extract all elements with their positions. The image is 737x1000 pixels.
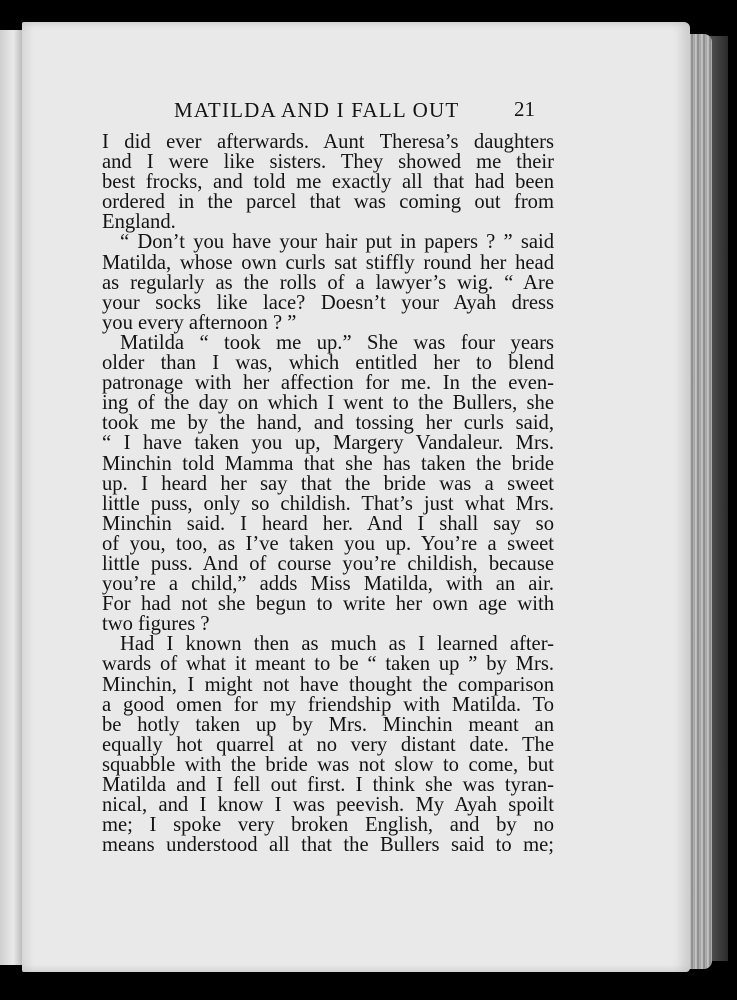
text-line: and I were like sisters. They showed me their xyxy=(102,151,554,174)
body-text xyxy=(102,132,554,855)
text-line: Matilda, whose own curls sat stiffly round her head xyxy=(102,251,554,274)
text-line: Matilda and I fell out first. I think she was tyran- xyxy=(102,774,554,796)
text-line: wards of what it meant to be “ taken up ” by Mrs. xyxy=(102,653,554,676)
text-line: England. xyxy=(102,211,176,234)
text-line: Had I known then as much as I learned after- xyxy=(120,633,554,656)
text-line: means understood all that the Bullers said to me; xyxy=(102,834,554,857)
text-line: squabble with the bride was not slow to come, but xyxy=(102,753,554,776)
text-line: little puss. And of course you’re childish, because xyxy=(102,552,554,575)
text-line: “ Don’t you have your hair put in papers ? ” said xyxy=(120,231,554,254)
text-line: I did ever afterwards. Aunt Theresa’s daughters xyxy=(102,131,554,153)
text-line: you’re a child,” adds Miss Matilda, with an air. xyxy=(102,573,554,596)
text-line: “ I have taken you up, Margery Vandaleur. Mrs. xyxy=(102,432,554,455)
text-line: Matilda “ took me up.” She was four years xyxy=(120,331,554,354)
text-line: Minchin said. I heard her. And I shall say so xyxy=(102,512,554,535)
text-line: nical, and I know I was peevish. My Ayah spoilt xyxy=(102,794,554,817)
text-line: ordered in the parcel that was coming out from xyxy=(102,191,554,214)
text-line: equally hot quarrel at no very distant date. The xyxy=(102,733,554,756)
text-line: your socks like lace? Doesn’t your Ayah dress xyxy=(102,291,554,314)
page-number: 21 xyxy=(514,97,535,121)
text-line: be hotly taken up by Mrs. Minchin meant an xyxy=(102,713,554,736)
text-line: two figures ? xyxy=(102,613,210,636)
text-line: you every afternoon ? ” xyxy=(102,311,297,334)
text-line: Minchin, I might not have thought the comparison xyxy=(102,673,554,696)
text-line: Minchin told Mamma that she has taken the bride xyxy=(102,452,554,475)
text-line: of you, too, as I’ve taken you up. You’re a sweet xyxy=(102,532,554,555)
text-line: older than I was, which entitled her to blend xyxy=(102,352,554,375)
text-line: patronage with her affection for me. In the even- xyxy=(102,372,554,395)
text-line: For had not she begun to write her own age with xyxy=(102,593,554,616)
running-title: MATILDA AND I FALL OUT xyxy=(174,98,460,122)
left-page-edge xyxy=(0,30,22,965)
text-line: little puss, only so childish. That’s just what Mrs. xyxy=(102,492,554,515)
text-line: me; I spoke very broken English, and by no xyxy=(102,814,554,837)
text-line: as regularly as the rolls of a lawyer’s wig. “ Are xyxy=(102,271,554,294)
text-line: up. I heard her say that the bride was a sweet xyxy=(102,472,554,495)
text-line: best frocks, and told me exactly all that had been xyxy=(102,171,554,194)
text-line: took me by the hand, and tossing her curls said, xyxy=(102,412,554,435)
text-line: a good omen for my friendship with Matilda. To xyxy=(102,693,554,716)
text-line: ing of the day on which I went to the Bullers, she xyxy=(102,392,554,415)
